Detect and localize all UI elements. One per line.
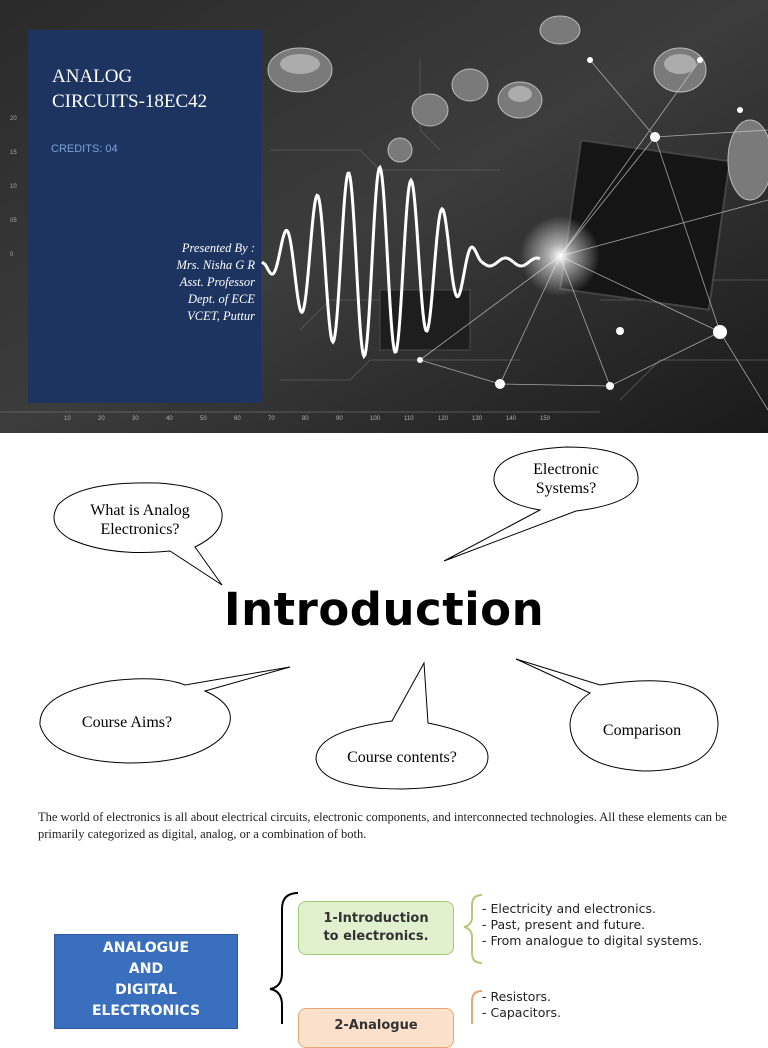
credits-text: CREDITS: 04 [51, 143, 118, 155]
ruler-tick-label: 90 [336, 416, 343, 422]
topic1-line-2: to electronics. [323, 929, 429, 944]
ruler-tick-label: 120 [438, 416, 449, 422]
side-tick-label: 15 [10, 150, 17, 156]
topic1-bullet: - Electricity and electronics. [482, 901, 656, 916]
topic2-bullet: - Capacitors. [482, 1005, 561, 1020]
topic-analogue-box: 2-Analogue [298, 1008, 454, 1048]
topic2-bullet: - Resistors. [482, 989, 551, 1004]
analogue-digital-box [54, 934, 238, 1029]
ruler-tick-label: 10 [64, 416, 71, 422]
presenter-info [177, 240, 255, 325]
ruler-tick-label: 50 [200, 416, 207, 422]
side-tick-label: 20 [10, 116, 17, 122]
ruler-tick-label: 100 [370, 416, 381, 422]
course-title-line-1: ANALOG [52, 66, 133, 87]
aims-bubble-text: Course Aims? [81, 714, 173, 731]
title-slide [0, 0, 768, 433]
analog-bubble-line-1: What is Analog [90, 502, 190, 519]
comparison-bubble-text: Comparison [602, 722, 682, 739]
ruler-tick-label: 70 [268, 416, 275, 422]
presenter-name: Mrs. Nisha G R [176, 258, 255, 272]
contents-bubble-text: Course contents? [347, 749, 457, 766]
topic1-bullets [482, 901, 702, 949]
topic2-bullets [482, 989, 561, 1021]
analog-bubble-text [60, 501, 220, 539]
systems-bubble-line-1: Electronic [533, 461, 599, 478]
topic1-brace [464, 895, 482, 963]
main-box-line-2: AND [128, 961, 164, 977]
ruler-tick-label: 150 [540, 416, 551, 422]
ruler-tick-label: 40 [166, 416, 173, 422]
course-title-line-2: CIRCUITS-18EC42 [52, 91, 208, 112]
side-tick-label: 0 [10, 252, 14, 258]
topic1-line-1: 1-Introduction [323, 911, 429, 926]
topic1-bullet: - Past, present and future. [482, 917, 646, 932]
ruler-tick-label: 30 [132, 416, 139, 422]
presented-by-label: Presented By : [181, 241, 255, 255]
ruler-tick-label: 80 [302, 416, 309, 422]
intro-paragraph: The world of electronics is all about electrical circuits, electronic components, and interconnected technologies. All these elements can be primarily categorized as digital, analog, or a combination of both. [38, 810, 727, 841]
topic-intro-box [298, 901, 454, 955]
title-panel [28, 30, 261, 403]
presenter-department: Dept. of ECE [187, 292, 255, 306]
systems-bubble-text [496, 460, 636, 498]
main-box-line-1: ANALOGUE [102, 940, 190, 956]
comparison-bubble-shape [516, 659, 718, 771]
course-title [52, 64, 207, 114]
contents-bubble-shape [316, 663, 488, 789]
presenter-designation: Asst. Professor [179, 275, 255, 289]
presenter-institution: VCET, Puttur [187, 309, 255, 323]
ruler-tick-label: 20 [98, 416, 105, 422]
side-tick-label: 10 [10, 184, 17, 190]
ruler-tick-label: 140 [506, 416, 517, 422]
systems-bubble-line-2: Systems? [535, 480, 597, 497]
overview-slide [0, 795, 768, 1033]
side-tick-label: 05 [10, 218, 17, 224]
topic1-bullet: - From analogue to digital systems. [482, 933, 703, 948]
introduction-heading: Introduction [223, 583, 545, 636]
main-brace [270, 893, 298, 1024]
topic2-brace [472, 991, 482, 1024]
introduction-slide [0, 433, 768, 795]
ruler-tick-label: 60 [234, 416, 241, 422]
analog-bubble-line-2: Electronics? [100, 521, 180, 538]
main-box-line-4: ELECTRONICS [91, 1003, 201, 1019]
ruler-tick-label: 110 [404, 416, 414, 422]
main-box-line-3: DIGITAL [115, 982, 177, 998]
ruler-tick-label: 130 [472, 416, 483, 422]
